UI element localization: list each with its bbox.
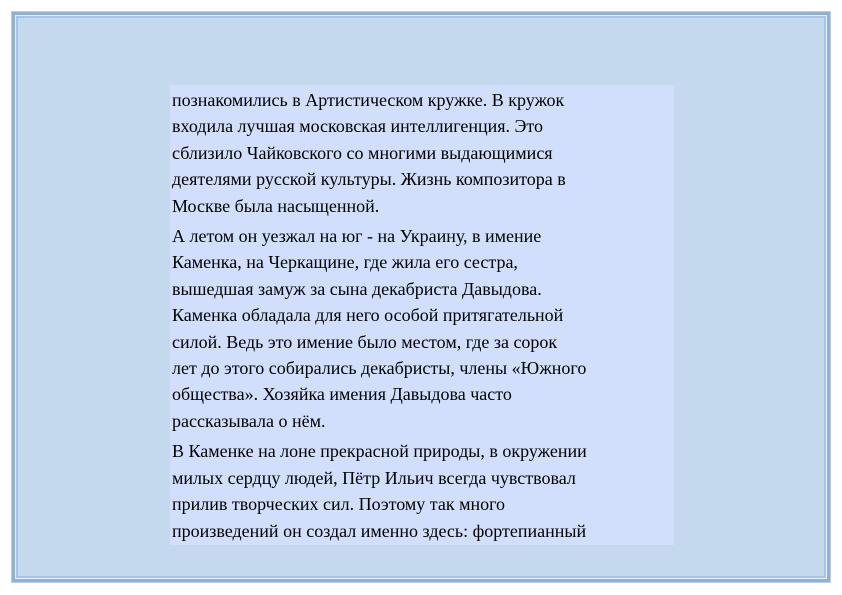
paragraph-kamenka-summer: А летом он уезжал на юг - на Украину, в имение Каменка, на Черкащине, где жила его сестра, вышедшая замуж за сына декабриста Давыдова. Каменка обладала для него особой притягательной силой. Ведь это имение было местом, где за сорок лет до этого собирались декабристы, члены «Южного общества». Хозяйка имения Давыдова часто рассказывала о нём. [172,226,587,431]
paragraph-kamenka-creativity: В Каменке на лоне прекрасной природы, в окружении милых сердцу людей, Пётр Ильич всегда чувствовал прилив творческих сил. Поэтому так много произведений он создал именно здесь: фортепианный [172,441,587,541]
paragraph-artistic-circle: познакомились в Артистическом кружке. В кружок входила лучшая московская интеллигенция. Это сблизило Чайковского со многими выдающимися деятелями русской культуры. Жизнь композитора в Москве была насыщенной. [172,90,566,216]
text-box [170,85,674,545]
